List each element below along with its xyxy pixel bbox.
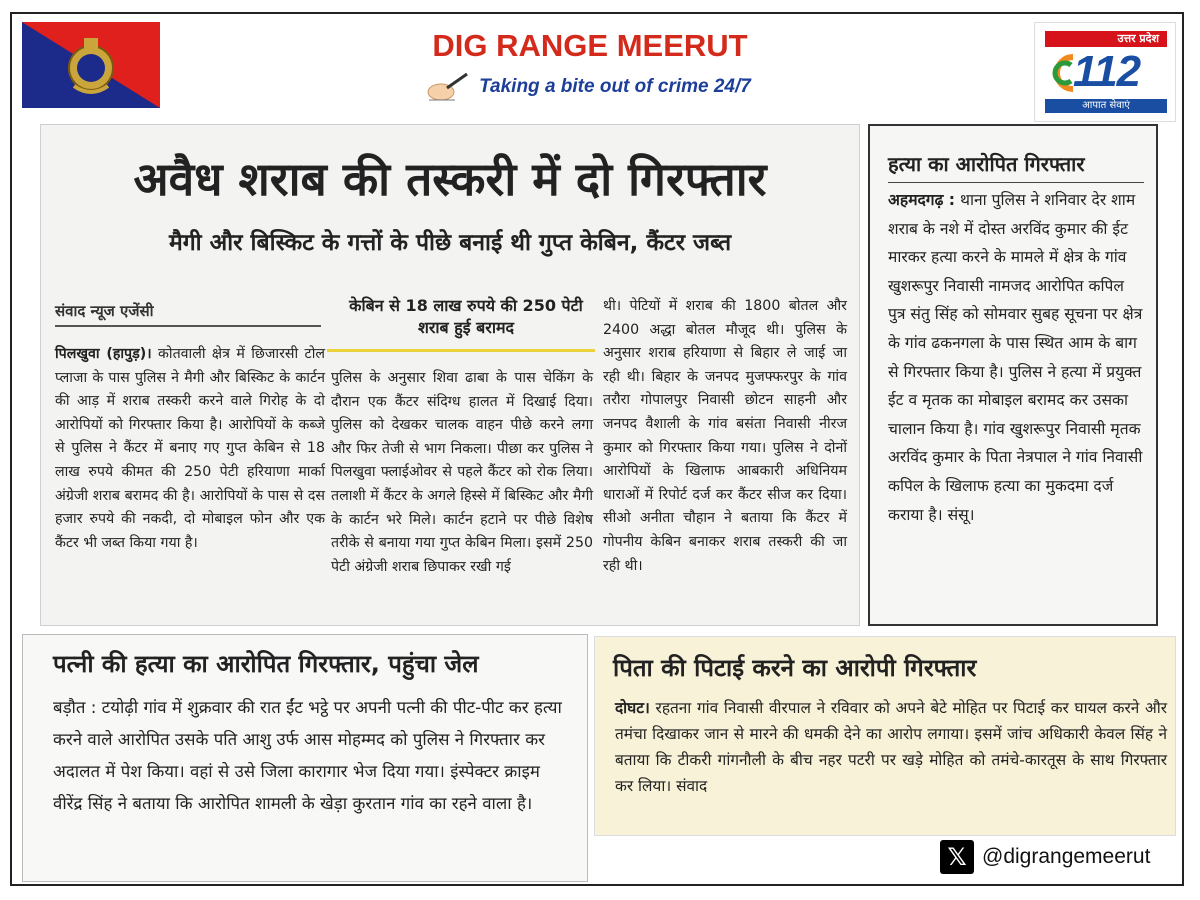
x-logo-icon[interactable]: 𝕏 bbox=[940, 840, 974, 874]
highlight-box-headline: केबिन से 18 लाख रुपये की 250 पेटी शराब हुई बरामद bbox=[349, 296, 583, 337]
article-headline: अवैध शराब की तस्करी में दो गिरफ्तार bbox=[133, 152, 767, 206]
tagline: Taking a bite out of crime 24/7 bbox=[479, 76, 751, 97]
article-byline: संवाद न्यूज एजेंसी bbox=[55, 302, 154, 320]
logo-services-label: आपात सेवाएं bbox=[1045, 99, 1167, 113]
dateline: पिलखुवा (हापुड़)। bbox=[55, 346, 152, 362]
logo-state-label: उत्तर प्रदेश bbox=[1045, 31, 1167, 47]
up-police-flag bbox=[22, 22, 160, 108]
logo-number: 112 bbox=[1073, 47, 1141, 96]
body-text: रहतना गांव निवासी वीरपाल ने रविवार को अपने बेटे मोहित पर पिटाई कर घायल करने और तमंचा दिखाकर जान से मारने की धमकी देने का आरोप लगाया। इसमें जांच अधिकारी केवल सिंह ने बताया कि टीकरी गांगनौली के बीच नहर पटरी पर खड़े मोहित को तमंचे-कारतूस के साथ गिरफ्तार कर लिया। संवाद bbox=[615, 699, 1167, 795]
column-text: कोतवाली क्षेत्र में छिजारसी टोल प्लाजा के पास पुलिस ने मैगी और बिस्किट के कार्टन की आड़ में शराब तस्करी करने वाले गिरोह के दो आरोपियों को गिरफ्तार किया है। आरोपियों के कब्जे से पुलिस ने कैंटर में बनाए गए गुप्त केबिन से 18 लाख रुपये कीमत की 250 पेटी हरियाणा मार्का अंग्रेजी शराब बरामद की है। आरोपियों के पास से दस हजार रुपये की नकदी, दो मोबाइल फोन और एक कैंटर भी जब्त किया गया है। bbox=[55, 346, 325, 551]
headline-divider bbox=[888, 182, 1144, 183]
article-wife-murder bbox=[22, 634, 588, 882]
emergency-112-logo bbox=[1034, 22, 1176, 122]
article-column-2: पुलिस के अनुसार शिवा ढाबा के पास चेकिंग के दौरान एक कैंटर संदिग्ध हालत में दिखाई दिया। पुलिस को देखकर चालक वाहन पीछे करने लगा और फिर तेजी से भाग निकला। पीछा कर पुलिस ने पिलखुवा फ्लाईओवर से पहले कैंटर को रोक लिया। तलाशी में कैंटर के अगले हिस्से में बिस्किट और मैगी के कार्टन भरे मिले। कार्टन हटाने पर पीछे विशेष तरीके से बनाया गया गुप्त केबिन मिला। इसमें 250 पेटी अंग्रेजी शराब छिपाकर रखी गई bbox=[331, 370, 593, 575]
article-headline: हत्या का आरोपित गिरफ्तार bbox=[888, 152, 1085, 176]
article-father-assault bbox=[594, 636, 1176, 836]
article-column-1 bbox=[55, 343, 325, 555]
article-body: बड़ौत : टयोढ़ी गांव में शुक्रवार की रात ईंट भट्ठे पर अपनी पत्नी की पीट-पीट कर हत्या करने वाले आरोपित उसके पति आशु उर्फ आस मोहम्मद को पुलिस ने गिरफ्तार कर अदालत में पेश किया। वहां से उसे जिला कारागार भेज दिया गया। इंस्पेक्टर क्राइम वीरेंद्र सिंह ने बताया कि आरोपित शामली के खेड़ा कुरतान गांव का रहने वाला है। bbox=[53, 697, 562, 813]
page-title: DIG RANGE MEERUT bbox=[432, 28, 748, 63]
police-emblem-icon bbox=[22, 22, 160, 108]
dateline: दोघट। bbox=[615, 699, 650, 717]
social-handle[interactable] bbox=[940, 840, 1150, 874]
body-text: थाना पुलिस ने शनिवार देर शाम शराब के नशे में दोस्त अरविंद कुमार की ईट मारकर हत्या करने के मामले में क्षेत्र के गांव खुशरूपुर निवासी नामजद आरोपित कपिल पुत्र संतु सिंह को सोमवार सुबह सूचना पर क्षेत्र के गांव ढकनगला के पास स्थित आम के बाग से गिरफ्तार किया है। पुलिस ने हत्या में प्रयुक्त ईट व मृतक का मोबाइल बरामद कर उसका चालान किया है। गांव खुशरूपुर निवासी मृतक अरविंद कुमार के पिता नेत्रपाल ने गांव निवासी कपिल के खिलाफ हत्या का मुकदमा दर्ज कराया है। संसू। bbox=[888, 191, 1143, 524]
article-column-3: थी। पेटियों में शराब की 1800 बोतल और 2400 अद्धा बोतल मौजूद थी। पुलिस के अनुसार शराब हरियाणा से बिहार ले जाई जा रही थी। बिहार के जनपद मुजफ्फरपुर के गांव तरौरा गोपालपुर निवासी छोटन साहनी और जनपद वैशाली के गांव बसंता निवासी नीरज कुमार को गिरफ्तार किया गया। पुलिस ने दोनों आरोपियों के खिलाफ आबकारी अधिनियम धाराओं में रिपोर्ट दर्ज कर कैंटर सीज कर दिया। सीओ अनीता चौहान ने बताया कि कैंटर में गोपनीय केबिन बनाकर शराब तस्करी की जा रही थी। bbox=[603, 298, 847, 574]
highlight-underline bbox=[327, 349, 595, 352]
tagline-row bbox=[378, 72, 798, 102]
article-liquor-smuggling bbox=[40, 124, 860, 626]
twitter-handle[interactable]: @digrangemeerut bbox=[982, 845, 1151, 868]
byline-divider bbox=[55, 325, 321, 327]
article-body bbox=[888, 186, 1144, 529]
article-headline: पिता की पिटाई करने का आरोपी गिरफ्तार bbox=[613, 654, 977, 682]
dateline: अहमदगढ़ : bbox=[888, 191, 956, 209]
article-headline: पत्नी की हत्या का आरोपित गिरफ्तार, पहुंचा जेल bbox=[53, 650, 479, 678]
article-subheadline: मैगी और बिस्किट के गत्तों के पीछे बनाई थी गुप्त केबिन, कैंटर जब्त bbox=[168, 230, 732, 256]
article-murder-accused bbox=[868, 124, 1158, 626]
writing-hand-icon bbox=[425, 72, 469, 102]
article-body bbox=[615, 695, 1167, 799]
